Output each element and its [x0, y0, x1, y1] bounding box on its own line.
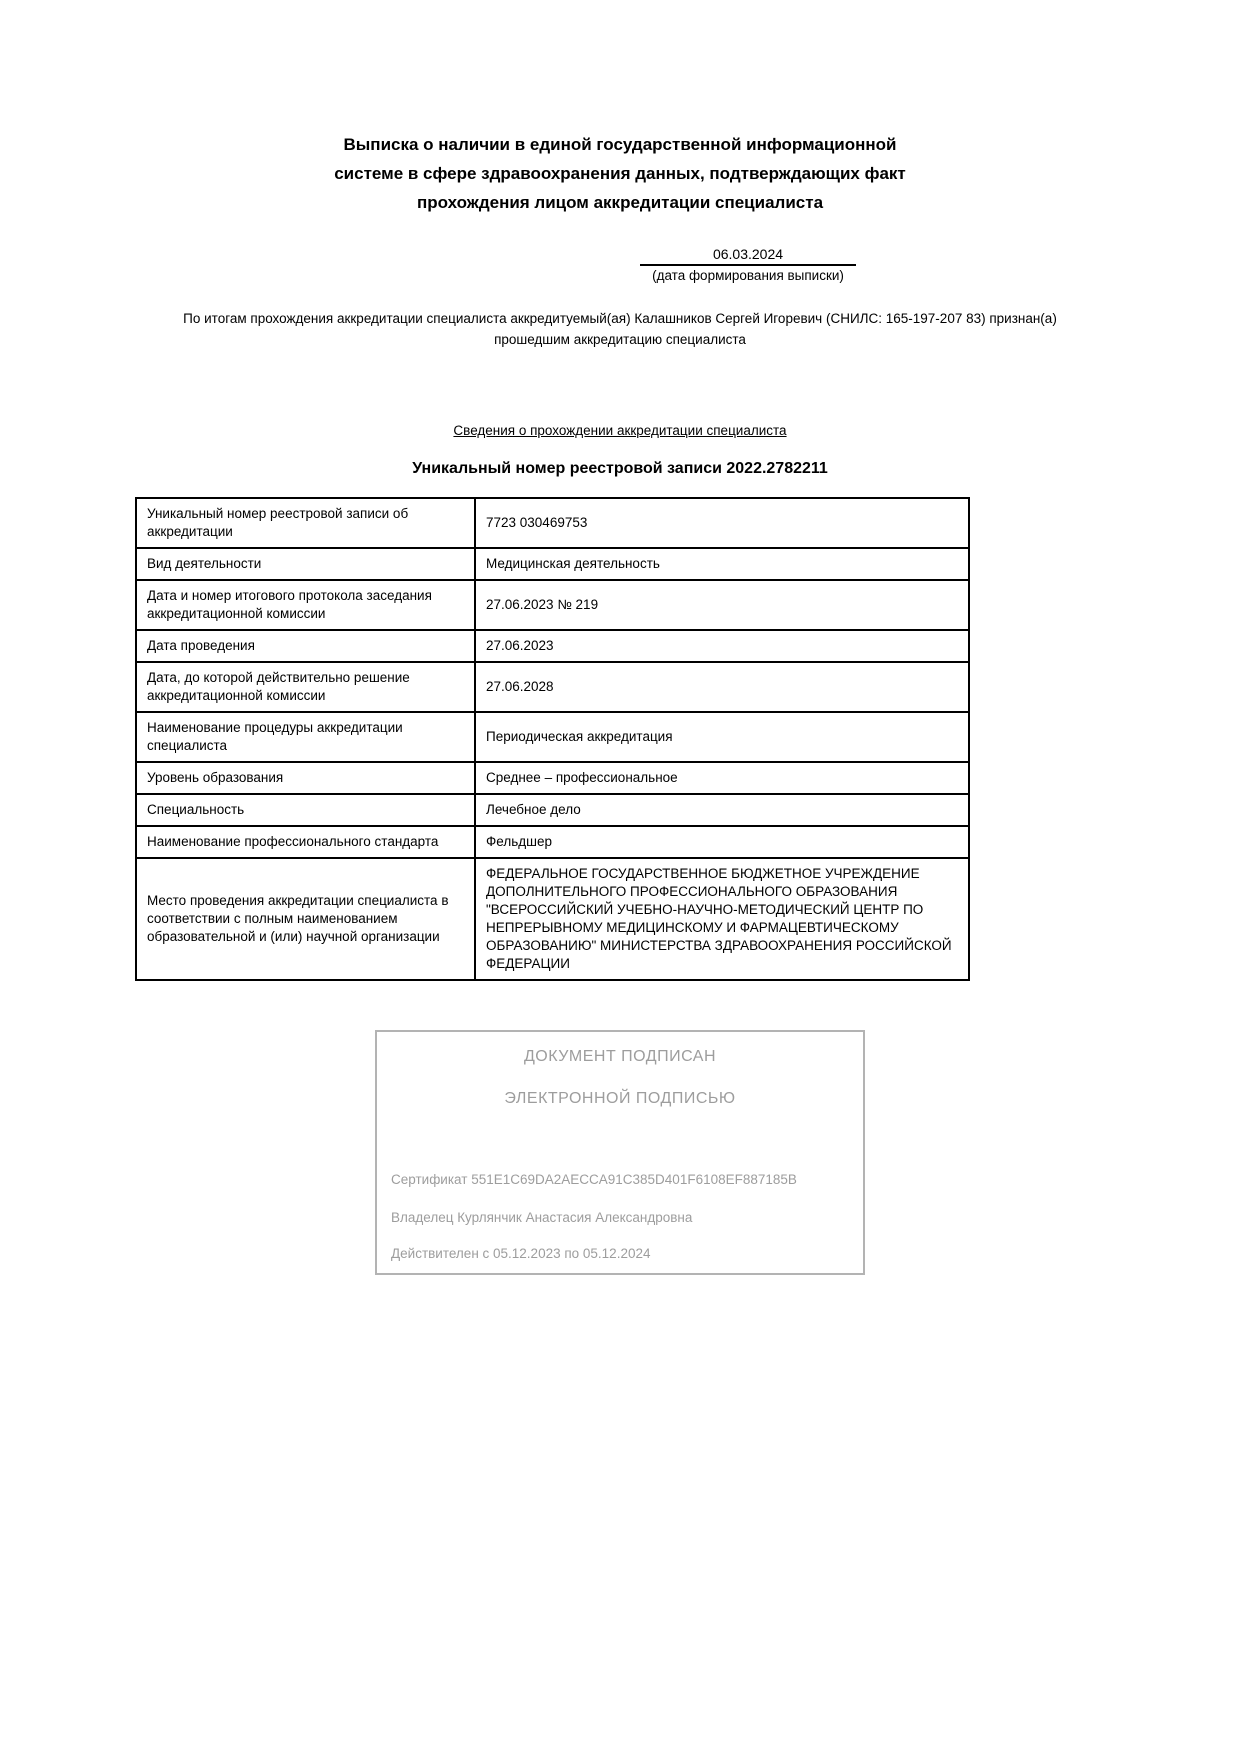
table-row — [136, 794, 969, 826]
table-row — [136, 858, 969, 980]
electronic-signature-box — [375, 1030, 865, 1275]
signature-owner: Владелец Курлянчик Анастасия Александровна — [391, 1210, 693, 1225]
row-value: ФЕДЕРАЛЬНОЕ ГОСУДАРСТВЕННОЕ БЮДЖЕТНОЕ УЧРЕЖДЕНИЕ ДОПОЛНИТЕЛЬНОГО ПРОФЕССИОНАЛЬНОГО ОБРАЗОВАНИЯ "ВСЕРОССИЙСКИЙ УЧЕБНО-НАУЧНО-МЕТОДИЧЕСКИЙ ЦЕНТР ПО НЕПРЕРЫВНОМУ МЕДИЦИНСКОМУ И ФАРМАЦЕВТИЧЕСКОМУ ОБРАЗОВАНИЮ" МИНИСТЕРСТВА ЗДРАВООХРАНЕНИЯ РОССИЙСКОЙ ФЕДЕРАЦИИ — [475, 858, 969, 980]
row-label: Наименование процедуры аккредитации специалиста — [136, 712, 475, 762]
row-value: 27.06.2023 № 219 — [475, 580, 969, 630]
table-row — [136, 712, 969, 762]
table-row — [136, 548, 969, 580]
row-label: Место проведения аккредитации специалиста в соответствии с полным наименованием образовательной и (или) научной организации — [136, 858, 475, 980]
signature-certificate: Сертификат 551E1C69DA2AECCA91C385D401F6108EF887185B — [391, 1172, 797, 1187]
signature-title-line-2: ЭЛЕКТРОННОЙ ПОДПИСЬЮ — [504, 1090, 736, 1107]
issue-date-caption: (дата формирования выписки) — [652, 268, 844, 283]
document-title — [0, 130, 1240, 217]
row-label: Специальность — [136, 794, 475, 826]
row-value: Периодическая аккредитация — [475, 712, 969, 762]
row-value: 27.06.2023 — [475, 630, 969, 662]
row-label: Наименование профессионального стандарта — [136, 826, 475, 858]
section-heading — [0, 423, 1240, 438]
table-row — [136, 580, 969, 630]
row-label: Уникальный номер реестровой записи об аккредитации — [136, 498, 475, 548]
table-row — [136, 662, 969, 712]
row-label: Уровень образования — [136, 762, 475, 794]
issue-date: 06.03.2024 — [640, 246, 856, 266]
document-title-line-3: прохождения лицом аккредитации специалиста — [416, 193, 824, 212]
table-row — [136, 630, 969, 662]
section-heading-text: Сведения о прохождении аккредитации специалиста — [453, 423, 787, 438]
table-row — [136, 762, 969, 794]
row-value: Медицинская деятельность — [475, 548, 969, 580]
row-value: 7723 030469753 — [475, 498, 969, 548]
signature-title-line-1: ДОКУМЕНТ ПОДПИСАН — [523, 1048, 717, 1065]
accreditation-statement: По итогам прохождения аккредитации специалиста аккредитуемый(ая) Калашников Сергей Игоревич (СНИЛС: 165-197-207 83) признан(а) прошедшим аккредитацию специалиста — [183, 311, 1057, 347]
row-label: Дата проведения — [136, 630, 475, 662]
row-label: Дата и номер итогового протокола заседания аккредитационной комиссии — [136, 580, 475, 630]
row-value: Среднее – профессиональное — [475, 762, 969, 794]
table-row — [136, 826, 969, 858]
row-label: Вид деятельности — [136, 548, 475, 580]
row-value: 27.06.2028 — [475, 662, 969, 712]
signature-validity: Действителен с 05.12.2023 по 05.12.2024 — [391, 1246, 651, 1261]
document-title-line-1: Выписка о наличии в единой государственной информационной — [343, 135, 897, 154]
accreditation-details-table — [135, 497, 970, 981]
issue-date-block — [640, 246, 856, 283]
registry-number-heading: Уникальный номер реестровой записи 2022.2782211 — [412, 460, 828, 477]
row-value: Лечебное дело — [475, 794, 969, 826]
document-title-line-2: системе в сфере здравоохранения данных, подтверждающих факт — [334, 164, 906, 183]
row-label: Дата, до которой действительно решение аккредитационной комиссии — [136, 662, 475, 712]
row-value: Фельдшер — [475, 826, 969, 858]
table-row — [136, 498, 969, 548]
